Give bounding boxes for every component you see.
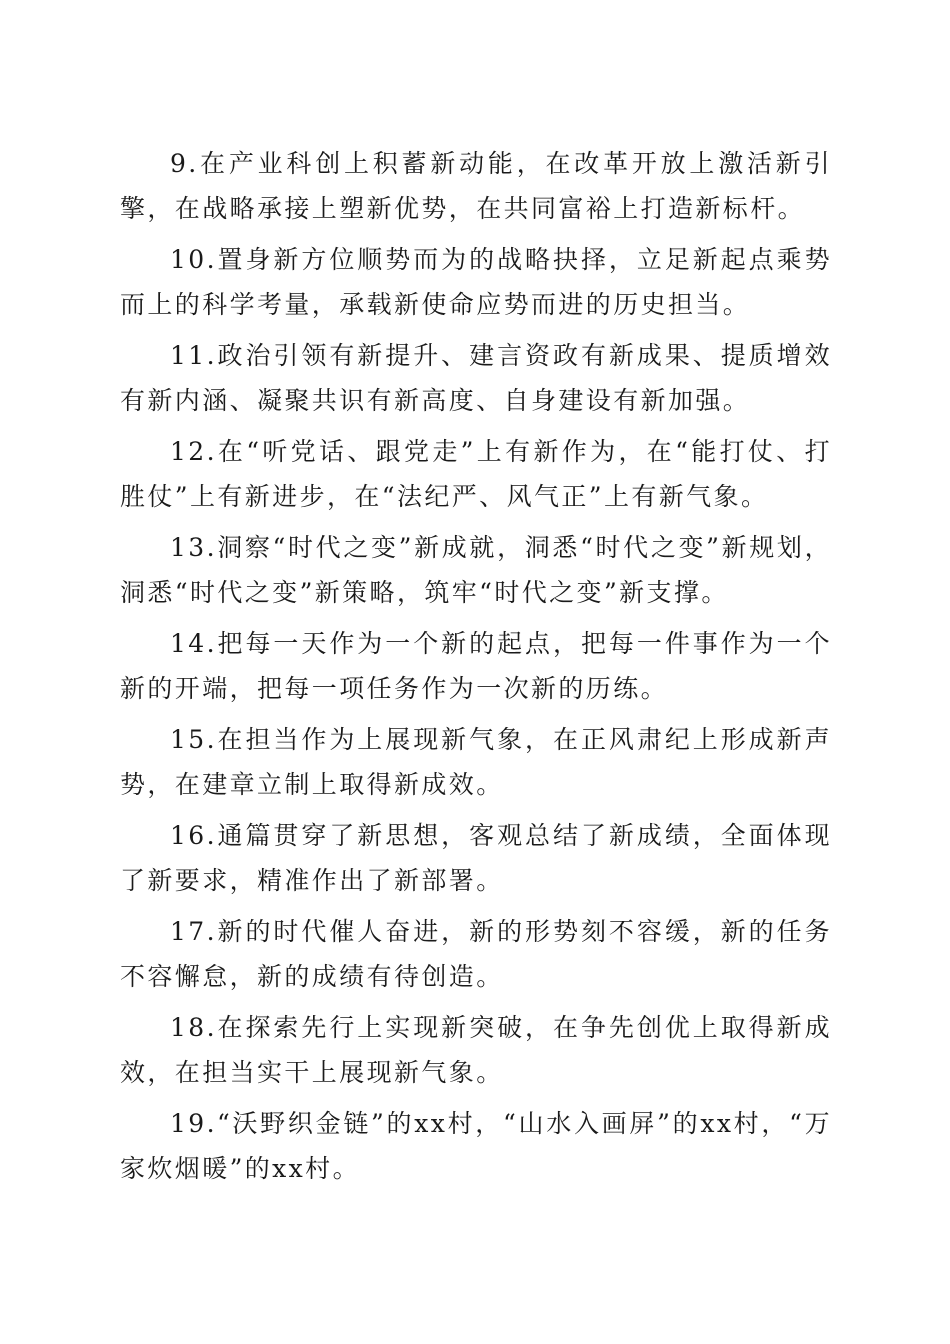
paragraph-12: 12.在“听党话、跟党走”上有新作为，在“能打仗、打胜仗”上有新进步，在“法纪严、风气正”上有新气象。 xyxy=(120,437,832,511)
paragraph-19: 19.“沃野织金链”的xx村，“山水入画屏”的xx村，“万家炊烟暖”的xx村。 xyxy=(120,1109,832,1183)
paragraph-13: 13.洞察“时代之变”新成就，洞悉“时代之变”新规划，洞悉“时代之变”新策略，筑牢“时代之变”新支撑。 xyxy=(120,533,832,607)
paragraph-17: 17.新的时代催人奋进，新的形势刻不容缓，新的任务不容懈怠，新的成绩有待创造。 xyxy=(120,917,832,991)
paragraph-10: 10.置身新方位顺势而为的战略抉择，立足新起点乘势而上的科学考量，承载新使命应势而进的历史担当。 xyxy=(120,245,832,319)
paragraph-15: 15.在担当作为上展现新气象，在正风肃纪上形成新声势，在建章立制上取得新成效。 xyxy=(120,725,832,799)
paragraph-11: 11.政治引领有新提升、建言资政有新成果、提质增效有新内涵、凝聚共识有新高度、自身建设有新加强。 xyxy=(120,341,832,415)
paragraph-18: 18.在探索先行上实现新突破，在争先创优上取得新成效，在担当实干上展现新气象。 xyxy=(120,1013,832,1087)
paragraph-16: 16.通篇贯穿了新思想，客观总结了新成绩，全面体现了新要求，精准作出了新部署。 xyxy=(120,821,832,895)
document-body xyxy=(120,141,832,1197)
paragraph-9: 9.在产业科创上积蓄新动能，在改革开放上激活新引擎，在战略承接上塑新优势，在共同富裕上打造新标杆。 xyxy=(120,149,832,223)
paragraph-14: 14.把每一天作为一个新的起点，把每一件事作为一个新的开端，把每一项任务作为一次新的历练。 xyxy=(120,629,832,703)
